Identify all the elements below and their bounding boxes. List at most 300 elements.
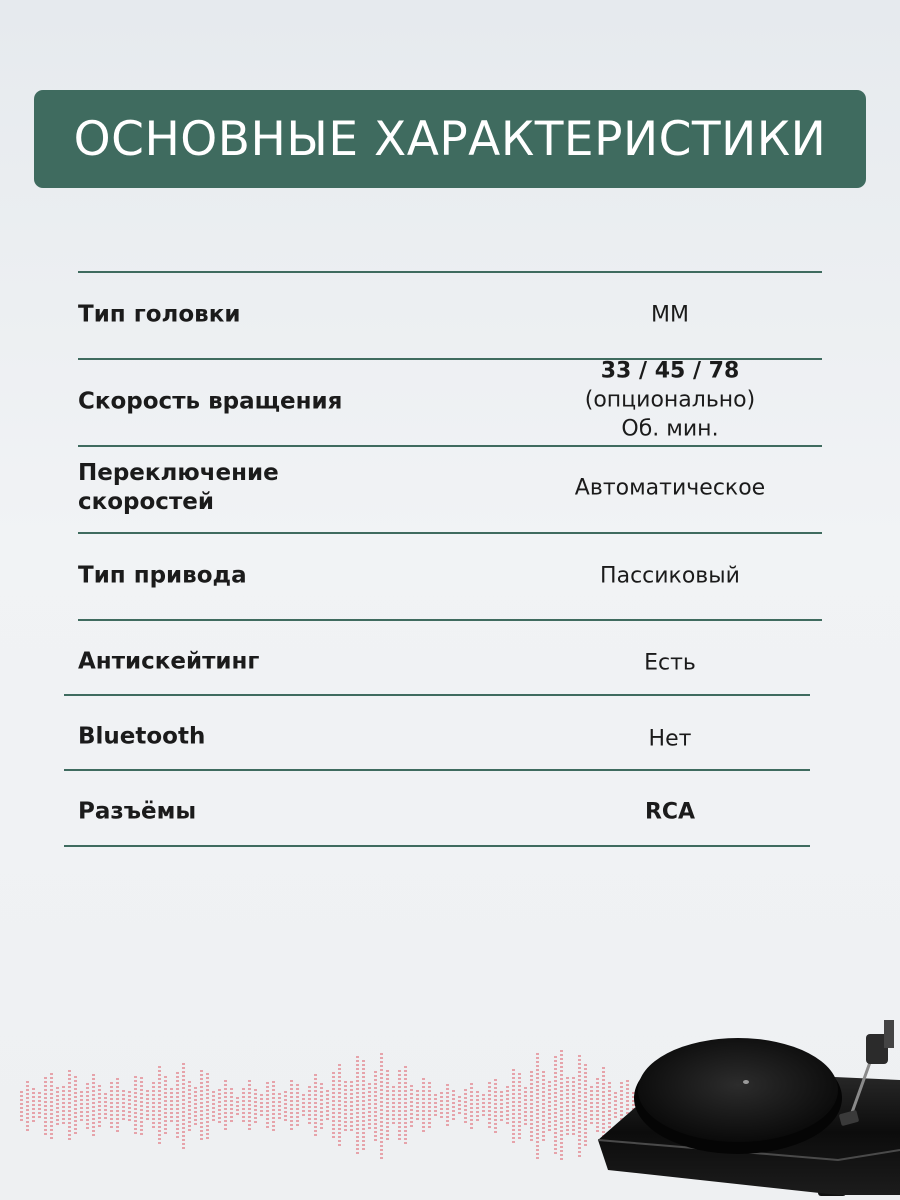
wave-dot <box>422 1086 425 1088</box>
wave-dot <box>344 1117 347 1119</box>
wave-dot <box>482 1102 485 1104</box>
wave-dot <box>200 1070 203 1072</box>
wave-dot <box>386 1114 389 1116</box>
wave-dot <box>548 1121 551 1123</box>
wave-dot <box>578 1087 581 1089</box>
wave-dot <box>536 1121 539 1123</box>
wave-dot <box>560 1158 563 1160</box>
wave-dot <box>560 1074 563 1076</box>
wave-dot <box>32 1088 35 1090</box>
wave-dot <box>104 1097 107 1099</box>
wave-dot <box>290 1124 293 1126</box>
wave-dot <box>554 1080 557 1082</box>
wave-dot <box>554 1096 557 1098</box>
wave-dot <box>122 1118 125 1120</box>
wave-dot <box>446 1104 449 1106</box>
wave-dot <box>68 1074 71 1076</box>
wave-dot <box>362 1064 365 1066</box>
wave-dot <box>524 1107 527 1109</box>
wave-dot <box>374 1083 377 1085</box>
wave-dot <box>254 1089 257 1091</box>
wave-dot <box>272 1117 275 1119</box>
wave-dot <box>146 1090 149 1092</box>
wave-dot <box>344 1089 347 1091</box>
wave-dot <box>536 1053 539 1055</box>
wave-dot <box>356 1064 359 1066</box>
wave-dot <box>554 1116 557 1118</box>
wave-dot <box>170 1096 173 1098</box>
wave-dot <box>578 1155 581 1157</box>
wave-dot <box>542 1095 545 1097</box>
wave-dot <box>20 1107 23 1109</box>
wave-dot <box>350 1105 353 1107</box>
wave-dot <box>524 1103 527 1105</box>
wave-dot <box>98 1121 101 1123</box>
wave-dot <box>44 1125 47 1127</box>
wave-dot <box>188 1125 191 1127</box>
page-title: ОСНОВНЫЕ ХАРАКТЕРИСТИКИ <box>73 111 827 167</box>
wave-dot <box>344 1129 347 1131</box>
wave-dot <box>20 1111 23 1113</box>
wave-dot <box>92 1078 95 1080</box>
wave-dot <box>92 1130 95 1132</box>
wave-dot <box>50 1129 53 1131</box>
wave-dot <box>518 1125 521 1127</box>
wave-dot <box>314 1130 317 1132</box>
wave-dot <box>182 1087 185 1089</box>
wave-dot <box>554 1136 557 1138</box>
wave-dot <box>374 1123 377 1125</box>
wave-dot <box>200 1086 203 1088</box>
wave-dot <box>248 1120 251 1122</box>
wave-dot <box>518 1129 521 1131</box>
wave-dot <box>26 1097 29 1099</box>
wave-dot <box>206 1113 209 1115</box>
wave-dot <box>584 1084 587 1086</box>
wave-dot <box>176 1124 179 1126</box>
wave-dot <box>392 1098 395 1100</box>
wave-dot <box>494 1127 497 1129</box>
wave-dot <box>134 1124 137 1126</box>
wave-dot <box>380 1129 383 1131</box>
wave-dot <box>554 1124 557 1126</box>
wave-dot <box>128 1115 131 1117</box>
wave-dot <box>110 1114 113 1116</box>
wave-dot <box>272 1101 275 1103</box>
wave-dot <box>38 1092 41 1094</box>
wave-dot <box>110 1090 113 1092</box>
wave-dot <box>230 1088 233 1090</box>
wave-dot <box>242 1112 245 1114</box>
wave-dot <box>578 1143 581 1145</box>
wave-dot <box>164 1080 167 1082</box>
wave-dot <box>194 1103 197 1105</box>
wave-dot <box>374 1095 377 1097</box>
wave-dot <box>464 1105 467 1107</box>
wave-dot <box>566 1133 569 1135</box>
wave-dot <box>212 1115 215 1117</box>
wave-dot <box>86 1095 89 1097</box>
wave-dot <box>194 1087 197 1089</box>
wave-dot <box>230 1120 233 1122</box>
wave-dot <box>500 1107 503 1109</box>
wave-dot <box>398 1138 401 1140</box>
wave-dot <box>74 1076 77 1078</box>
wave-dot <box>260 1106 263 1108</box>
wave-dot <box>110 1098 113 1100</box>
wave-dot <box>116 1102 119 1104</box>
wave-dot <box>374 1071 377 1073</box>
wave-dot <box>554 1100 557 1102</box>
wave-dot <box>248 1108 251 1110</box>
wave-dot <box>242 1104 245 1106</box>
wave-dot <box>44 1085 47 1087</box>
wave-dot <box>320 1115 323 1117</box>
wave-dot <box>266 1098 269 1100</box>
wave-dot <box>488 1102 491 1104</box>
wave-dot <box>74 1120 77 1122</box>
wave-dot <box>32 1108 35 1110</box>
wave-dot <box>386 1094 389 1096</box>
wave-dot <box>434 1094 437 1096</box>
wave-dot <box>446 1100 449 1102</box>
wave-dot <box>572 1093 575 1095</box>
wave-dot <box>224 1112 227 1114</box>
wave-dot <box>494 1079 497 1081</box>
wave-dot <box>398 1110 401 1112</box>
wave-dot <box>296 1116 299 1118</box>
wave-dot <box>506 1094 509 1096</box>
wave-dot <box>74 1116 77 1118</box>
wave-dot <box>428 1094 431 1096</box>
wave-dot <box>530 1075 533 1077</box>
wave-dot <box>554 1144 557 1146</box>
wave-dot <box>26 1109 29 1111</box>
wave-dot <box>386 1134 389 1136</box>
spec-value-head-type <box>520 301 820 330</box>
wave-dot <box>284 1119 287 1121</box>
wave-dot <box>470 1111 473 1113</box>
wave-dot <box>32 1112 35 1114</box>
wave-dot <box>296 1100 299 1102</box>
wave-dot <box>140 1129 143 1131</box>
wave-dot <box>170 1104 173 1106</box>
wave-dot <box>320 1107 323 1109</box>
wave-dot <box>158 1130 161 1132</box>
wave-dot <box>404 1130 407 1132</box>
spec-value-line: Пассиковый <box>600 563 740 589</box>
divider <box>78 619 822 621</box>
wave-dot <box>494 1123 497 1125</box>
wave-dot <box>200 1106 203 1108</box>
wave-dot <box>464 1109 467 1111</box>
wave-dot <box>134 1120 137 1122</box>
wave-dot <box>548 1085 551 1087</box>
wave-dot <box>116 1094 119 1096</box>
wave-dot <box>560 1118 563 1120</box>
wave-dot <box>224 1100 227 1102</box>
wave-dot <box>494 1111 497 1113</box>
wave-dot <box>140 1117 143 1119</box>
wave-dot <box>524 1091 527 1093</box>
wave-dot <box>410 1089 413 1091</box>
wave-dot <box>182 1107 185 1109</box>
wave-dot <box>164 1112 167 1114</box>
wave-dot <box>560 1134 563 1136</box>
wave-dot <box>248 1080 251 1082</box>
wave-dot <box>320 1091 323 1093</box>
wave-dot <box>356 1056 359 1058</box>
wave-dot <box>332 1100 335 1102</box>
wave-dot <box>248 1128 251 1130</box>
wave-dot <box>470 1095 473 1097</box>
wave-dot <box>62 1086 65 1088</box>
wave-dot <box>530 1115 533 1117</box>
wave-dot <box>206 1097 209 1099</box>
wave-dot <box>224 1096 227 1098</box>
wave-dot <box>560 1054 563 1056</box>
wave-dot <box>188 1097 191 1099</box>
wave-dot <box>350 1085 353 1087</box>
wave-dot <box>86 1107 89 1109</box>
wave-dot <box>494 1115 497 1117</box>
wave-dot <box>134 1088 137 1090</box>
wave-dot <box>434 1110 437 1112</box>
wave-dot <box>422 1122 425 1124</box>
wave-dot <box>296 1096 299 1098</box>
wave-dot <box>86 1115 89 1117</box>
wave-dot <box>482 1098 485 1100</box>
wave-dot <box>338 1068 341 1070</box>
wave-dot <box>536 1081 539 1083</box>
wave-dot <box>80 1099 83 1101</box>
wave-dot <box>260 1110 263 1112</box>
wave-dot <box>548 1105 551 1107</box>
wave-dot <box>194 1091 197 1093</box>
wave-dot <box>518 1077 521 1079</box>
wave-dot <box>434 1102 437 1104</box>
wave-dot <box>56 1087 59 1089</box>
wave-dot <box>368 1095 371 1097</box>
wave-dot <box>476 1099 479 1101</box>
wave-dot <box>152 1110 155 1112</box>
wave-dot <box>560 1122 563 1124</box>
wave-dot <box>182 1071 185 1073</box>
wave-dot <box>50 1077 53 1079</box>
wave-dot <box>290 1116 293 1118</box>
wave-dot <box>164 1108 167 1110</box>
wave-dot <box>164 1104 167 1106</box>
wave-dot <box>584 1132 587 1134</box>
wave-dot <box>404 1078 407 1080</box>
wave-dot <box>176 1104 179 1106</box>
wave-dot <box>530 1131 533 1133</box>
wave-dot <box>110 1102 113 1104</box>
wave-dot <box>368 1123 371 1125</box>
wave-dot <box>272 1129 275 1131</box>
wave-dot <box>56 1115 59 1117</box>
wave-dot <box>26 1085 29 1087</box>
wave-dot <box>380 1157 383 1159</box>
wave-dot <box>74 1132 77 1134</box>
wave-dot <box>146 1094 149 1096</box>
wave-dot <box>194 1123 197 1125</box>
wave-dot <box>470 1115 473 1117</box>
wave-dot <box>518 1109 521 1111</box>
wave-dot <box>80 1107 83 1109</box>
wave-dot <box>92 1086 95 1088</box>
wave-dot <box>404 1066 407 1068</box>
wave-dot <box>266 1106 269 1108</box>
wave-dot <box>206 1129 209 1131</box>
wave-dot <box>506 1090 509 1092</box>
wave-dot <box>230 1112 233 1114</box>
wave-dot <box>140 1113 143 1115</box>
wave-dot <box>350 1125 353 1127</box>
wave-dot <box>68 1082 71 1084</box>
wave-dot <box>314 1102 317 1104</box>
wave-dot <box>560 1090 563 1092</box>
wave-dot <box>566 1077 569 1079</box>
wave-dot <box>554 1140 557 1142</box>
wave-dot <box>314 1110 317 1112</box>
wave-dot <box>344 1125 347 1127</box>
wave-dot <box>446 1096 449 1098</box>
wave-dot <box>554 1104 557 1106</box>
wave-dot <box>422 1082 425 1084</box>
wave-dot <box>140 1101 143 1103</box>
wave-dot <box>404 1086 407 1088</box>
wave-dot <box>380 1073 383 1075</box>
wave-dot <box>428 1098 431 1100</box>
wave-dot <box>32 1096 35 1098</box>
wave-dot <box>110 1122 113 1124</box>
wave-dot <box>374 1099 377 1101</box>
wave-dot <box>182 1091 185 1093</box>
wave-dot <box>488 1090 491 1092</box>
wave-dot <box>560 1098 563 1100</box>
wave-dot <box>578 1079 581 1081</box>
wave-dot <box>176 1128 179 1130</box>
wave-dot <box>50 1093 53 1095</box>
wave-dot <box>164 1116 167 1118</box>
wave-dot <box>356 1116 359 1118</box>
wave-dot <box>266 1086 269 1088</box>
wave-dot <box>128 1119 131 1121</box>
wave-dot <box>542 1119 545 1121</box>
wave-dot <box>320 1087 323 1089</box>
wave-dot <box>158 1066 161 1068</box>
wave-dot <box>422 1110 425 1112</box>
wave-dot <box>530 1107 533 1109</box>
wave-dot <box>392 1122 395 1124</box>
wave-dot <box>416 1102 419 1104</box>
wave-dot <box>224 1108 227 1110</box>
wave-dot <box>62 1114 65 1116</box>
wave-dot <box>32 1120 35 1122</box>
wave-dot <box>98 1113 101 1115</box>
wave-dot <box>494 1095 497 1097</box>
wave-dot <box>434 1098 437 1100</box>
wave-dot <box>56 1103 59 1105</box>
wave-dot <box>458 1100 461 1102</box>
wave-dot <box>362 1060 365 1062</box>
wave-dot <box>212 1095 215 1097</box>
wave-dot <box>104 1113 107 1115</box>
wave-dot <box>242 1092 245 1094</box>
wave-dot <box>584 1112 587 1114</box>
wave-dot <box>452 1094 455 1096</box>
wave-dot <box>92 1118 95 1120</box>
wave-dot <box>206 1073 209 1075</box>
wave-dot <box>134 1084 137 1086</box>
wave-dot <box>566 1129 569 1131</box>
wave-dot <box>50 1125 53 1127</box>
wave-dot <box>308 1114 311 1116</box>
wave-dot <box>428 1106 431 1108</box>
wave-dot <box>362 1128 365 1130</box>
wave-dot <box>560 1110 563 1112</box>
wave-dot <box>128 1099 131 1101</box>
wave-dot <box>350 1097 353 1099</box>
wave-dot <box>572 1133 575 1135</box>
wave-dot <box>284 1107 287 1109</box>
wave-dot <box>518 1093 521 1095</box>
wave-dot <box>314 1086 317 1088</box>
wave-dot <box>578 1103 581 1105</box>
wave-dot <box>296 1084 299 1086</box>
wave-dot <box>410 1113 413 1115</box>
wave-dot <box>350 1101 353 1103</box>
wave-dot <box>146 1114 149 1116</box>
wave-dot <box>458 1096 461 1098</box>
wave-dot <box>518 1089 521 1091</box>
wave-dot <box>512 1121 515 1123</box>
wave-dot <box>380 1085 383 1087</box>
wave-dot <box>578 1131 581 1133</box>
wave-dot <box>98 1093 101 1095</box>
wave-dot <box>356 1072 359 1074</box>
wave-dot <box>410 1093 413 1095</box>
wave-dot <box>242 1088 245 1090</box>
wave-dot <box>578 1123 581 1125</box>
wave-dot <box>386 1098 389 1100</box>
wave-dot <box>362 1144 365 1146</box>
wave-dot <box>398 1134 401 1136</box>
wave-dot <box>158 1138 161 1140</box>
wave-dot <box>356 1140 359 1142</box>
divider <box>78 532 822 534</box>
spec-value-antiskating <box>520 649 820 678</box>
spec-value-rotation-speed <box>520 357 820 444</box>
wave-dot <box>584 1076 587 1078</box>
wave-dot <box>254 1097 257 1099</box>
wave-dot <box>380 1109 383 1111</box>
wave-dot <box>530 1091 533 1093</box>
wave-dot <box>326 1106 329 1108</box>
wave-dot <box>458 1104 461 1106</box>
wave-dot <box>278 1093 281 1095</box>
wave-dot <box>422 1126 425 1128</box>
wave-dot <box>158 1142 161 1144</box>
wave-dot <box>560 1102 563 1104</box>
wave-dot <box>206 1137 209 1139</box>
wave-dot <box>26 1101 29 1103</box>
wave-dot <box>92 1090 95 1092</box>
wave-dot <box>578 1067 581 1069</box>
wave-dot <box>260 1102 263 1104</box>
wave-dot <box>326 1094 329 1096</box>
